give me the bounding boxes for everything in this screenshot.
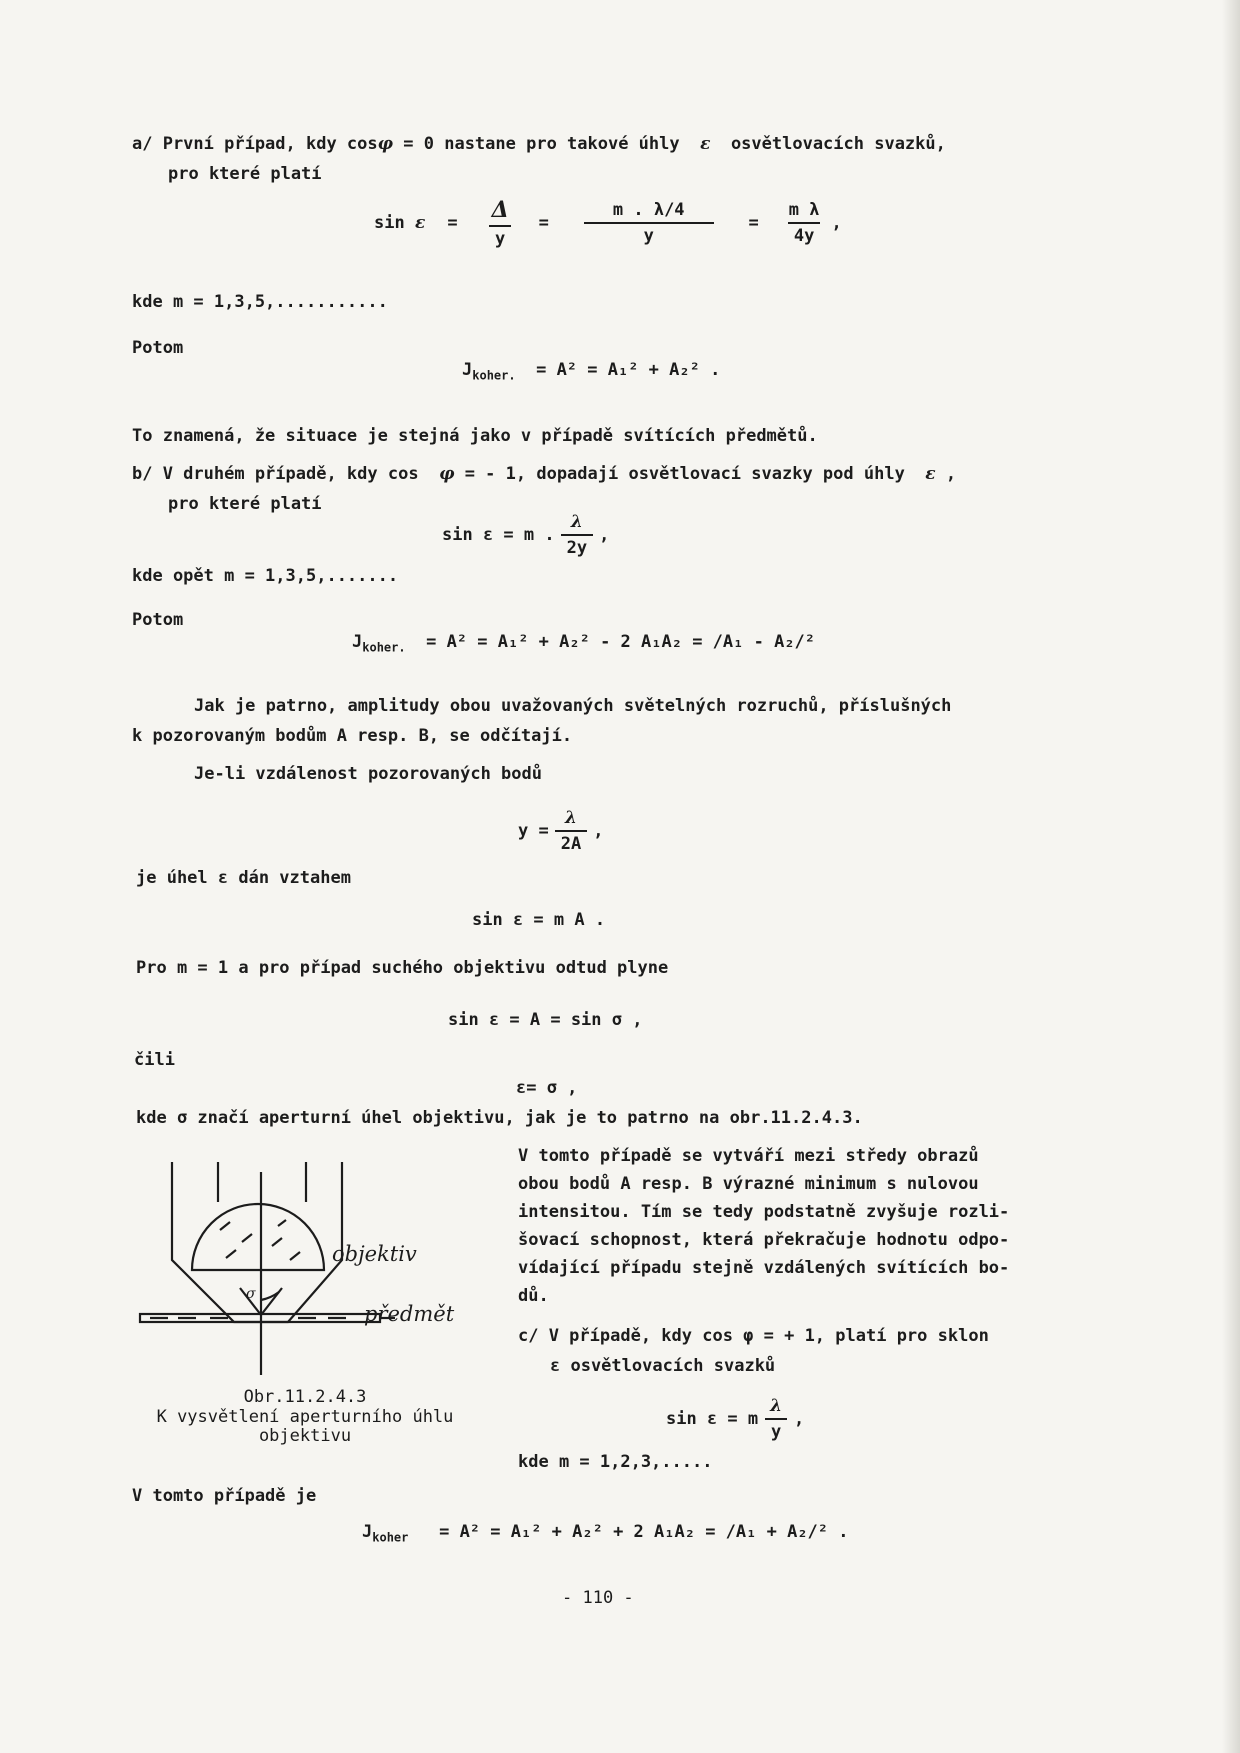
equals-sign: = (538, 212, 549, 233)
label-objective: objektiv (332, 1242, 417, 1266)
sin-ma-equation: sin ε = m A . (472, 910, 606, 930)
j-symbol: J (352, 632, 363, 652)
case-c-where: kde m = 1,2,3,..... (518, 1452, 713, 1472)
paragraph-1-line2: k pozorovaným bodům A resp. B, se odčítají. (132, 726, 573, 746)
eq-lhs: y = (518, 821, 549, 842)
frac-num: λ (570, 512, 583, 532)
paragraph-2: Je-li vzdálenost pozorovaných bodů (194, 764, 542, 784)
paragraph-1-line1: Jak je patrno, amplitudy obou uvažovaných světelných rozruchů, příslušných (194, 696, 952, 716)
j-subscript: koher (372, 1530, 409, 1545)
case-a-j-equation (462, 360, 720, 383)
case-b-line1 (132, 464, 956, 484)
sin-sigma-equation: sin ε = A = sin σ , (448, 1010, 643, 1030)
phi-symbol: φ (439, 464, 455, 484)
objective-figure (130, 1150, 470, 1380)
text: = 0 nastane pro takové úhly (403, 134, 680, 154)
angle-line: je úhel ε dán vztahem (136, 868, 351, 888)
j-subscript: koher. (472, 368, 516, 383)
text: b/ V druhém případě, kdy cos (132, 464, 419, 484)
label-sigma: σ (246, 1286, 256, 1302)
j-rhs: = A² = A₁² + A₂² + 2 A₁A₂ = /A₁ + A₂/² . (439, 1522, 849, 1542)
caption-line-2: K vysvětlení aperturního úhlu (156, 1406, 454, 1427)
case-b-where: kde opět m = 1,3,5,....... (132, 566, 399, 586)
case-c-line2: ε osvětlovacích svazků (550, 1356, 776, 1376)
equals-sign: = (447, 212, 458, 233)
case-b-line2: pro které platí (168, 494, 322, 514)
where-sigma-line: kde σ značí aperturní úhel objektivu, jak je to patrno na obr.11.2.4.3. (136, 1108, 863, 1128)
frac-num: λ (565, 808, 577, 828)
j-symbol: J (462, 360, 473, 380)
equals-sign: = (748, 212, 759, 233)
frac-den: 2y (561, 534, 593, 558)
case-a-equation (374, 190, 842, 256)
case-a-then: Potom (132, 338, 184, 358)
phi-symbol: φ (377, 134, 394, 154)
eps-sigma-equation: ε= σ , (516, 1078, 578, 1098)
right-col-line-2: obou bodů A resp. B výrazné minimum s nulovou (518, 1174, 979, 1194)
dry-objective-line: Pro m = 1 a pro případ suchého objektivu odtud plyne (136, 958, 669, 978)
frac-num: m λ (788, 199, 820, 220)
sin-label: sin (374, 212, 405, 233)
eq-lhs: sin ε = m (666, 1409, 759, 1430)
case-b-then: Potom (132, 610, 184, 630)
case-a-meaning: To znamená, že situace je stejná jako v případě svítících předmětů. (132, 426, 818, 446)
frac-num: Δ (491, 196, 509, 223)
frac-den: y (584, 222, 714, 246)
front-lens (192, 1204, 324, 1270)
frac-num: m . λ/4 (612, 199, 685, 220)
text: = - 1, dopadají osvětlovací svazky pod úhly (464, 464, 905, 484)
frac-den: y (489, 225, 511, 249)
frac-num: λ (770, 1396, 783, 1416)
frac-den: y (765, 1418, 787, 1442)
fraction-m-lambda-4y (783, 200, 826, 247)
comma: , (599, 525, 610, 546)
objective-diagram (130, 1150, 470, 1380)
text: a/ První případ, kdy cos (132, 134, 378, 154)
fraction-lambda-y (764, 1396, 788, 1443)
frac-den: 2A (555, 830, 587, 854)
fraction-lambda-2a (555, 808, 587, 855)
eq-lhs: sin ε = m . (442, 525, 555, 546)
comma: , (593, 821, 604, 842)
right-col-line-3: intensitou. Tím se tedy podstatně zvyšuje rozli- (518, 1202, 1010, 1222)
case-a-where: kde m = 1,3,5,........... (132, 292, 388, 312)
epsilon-symbol: ε (925, 464, 936, 484)
case-a-line2: pro které platí (168, 164, 322, 184)
j-rhs: = A² = A₁² + A₂² . (536, 360, 721, 380)
right-col-line-5: vídající případu stejně vzdálených svítících bo- (518, 1258, 1010, 1278)
text: , (945, 464, 957, 484)
frac-den: 4y (788, 222, 820, 246)
cili-text: čili (134, 1050, 175, 1070)
comma: , (794, 1409, 805, 1430)
case-a-line1 (132, 134, 946, 154)
page-number: - 110 - (562, 1588, 634, 1608)
epsilon-symbol: ε (700, 134, 711, 154)
right-col-line-4: šovací schopnost, která překračuje hodnotu odpo- (518, 1230, 1010, 1250)
case-b-j-equation (352, 632, 815, 655)
final-intro: V tomto případě je (132, 1486, 317, 1506)
right-col-line-6: dů. (518, 1286, 549, 1306)
comma: , (831, 212, 842, 233)
fraction-lambda-2y (561, 512, 593, 559)
fraction-m-lambda-4-y (573, 200, 725, 247)
j-rhs: = A² = A₁² + A₂² - 2 A₁A₂ = /A₁ - A₂/² (426, 632, 816, 652)
page-edge-shadow (1222, 0, 1240, 1753)
case-c-equation (666, 1396, 804, 1443)
final-j-equation (362, 1522, 849, 1545)
y-equation (518, 808, 603, 855)
j-symbol: J (362, 1522, 373, 1542)
text: osvětlovacích svazků, (730, 134, 946, 154)
caption-line-3: objektivu (258, 1426, 352, 1447)
j-subscript: koher. (362, 640, 406, 655)
caption-line-1: Obr.11.2.4.3 (243, 1387, 367, 1407)
label-object: předmět (364, 1302, 455, 1326)
right-col-line-1: V tomto případě se vytváří mezi středy obrazů (518, 1146, 979, 1166)
epsilon-symbol: ε (414, 212, 426, 233)
case-b-equation (442, 512, 609, 559)
fraction-delta-y (486, 197, 515, 250)
case-c-line1: c/ V případě, kdy cos φ = + 1, platí pro sklon (518, 1326, 989, 1346)
figure-caption (120, 1388, 490, 1447)
